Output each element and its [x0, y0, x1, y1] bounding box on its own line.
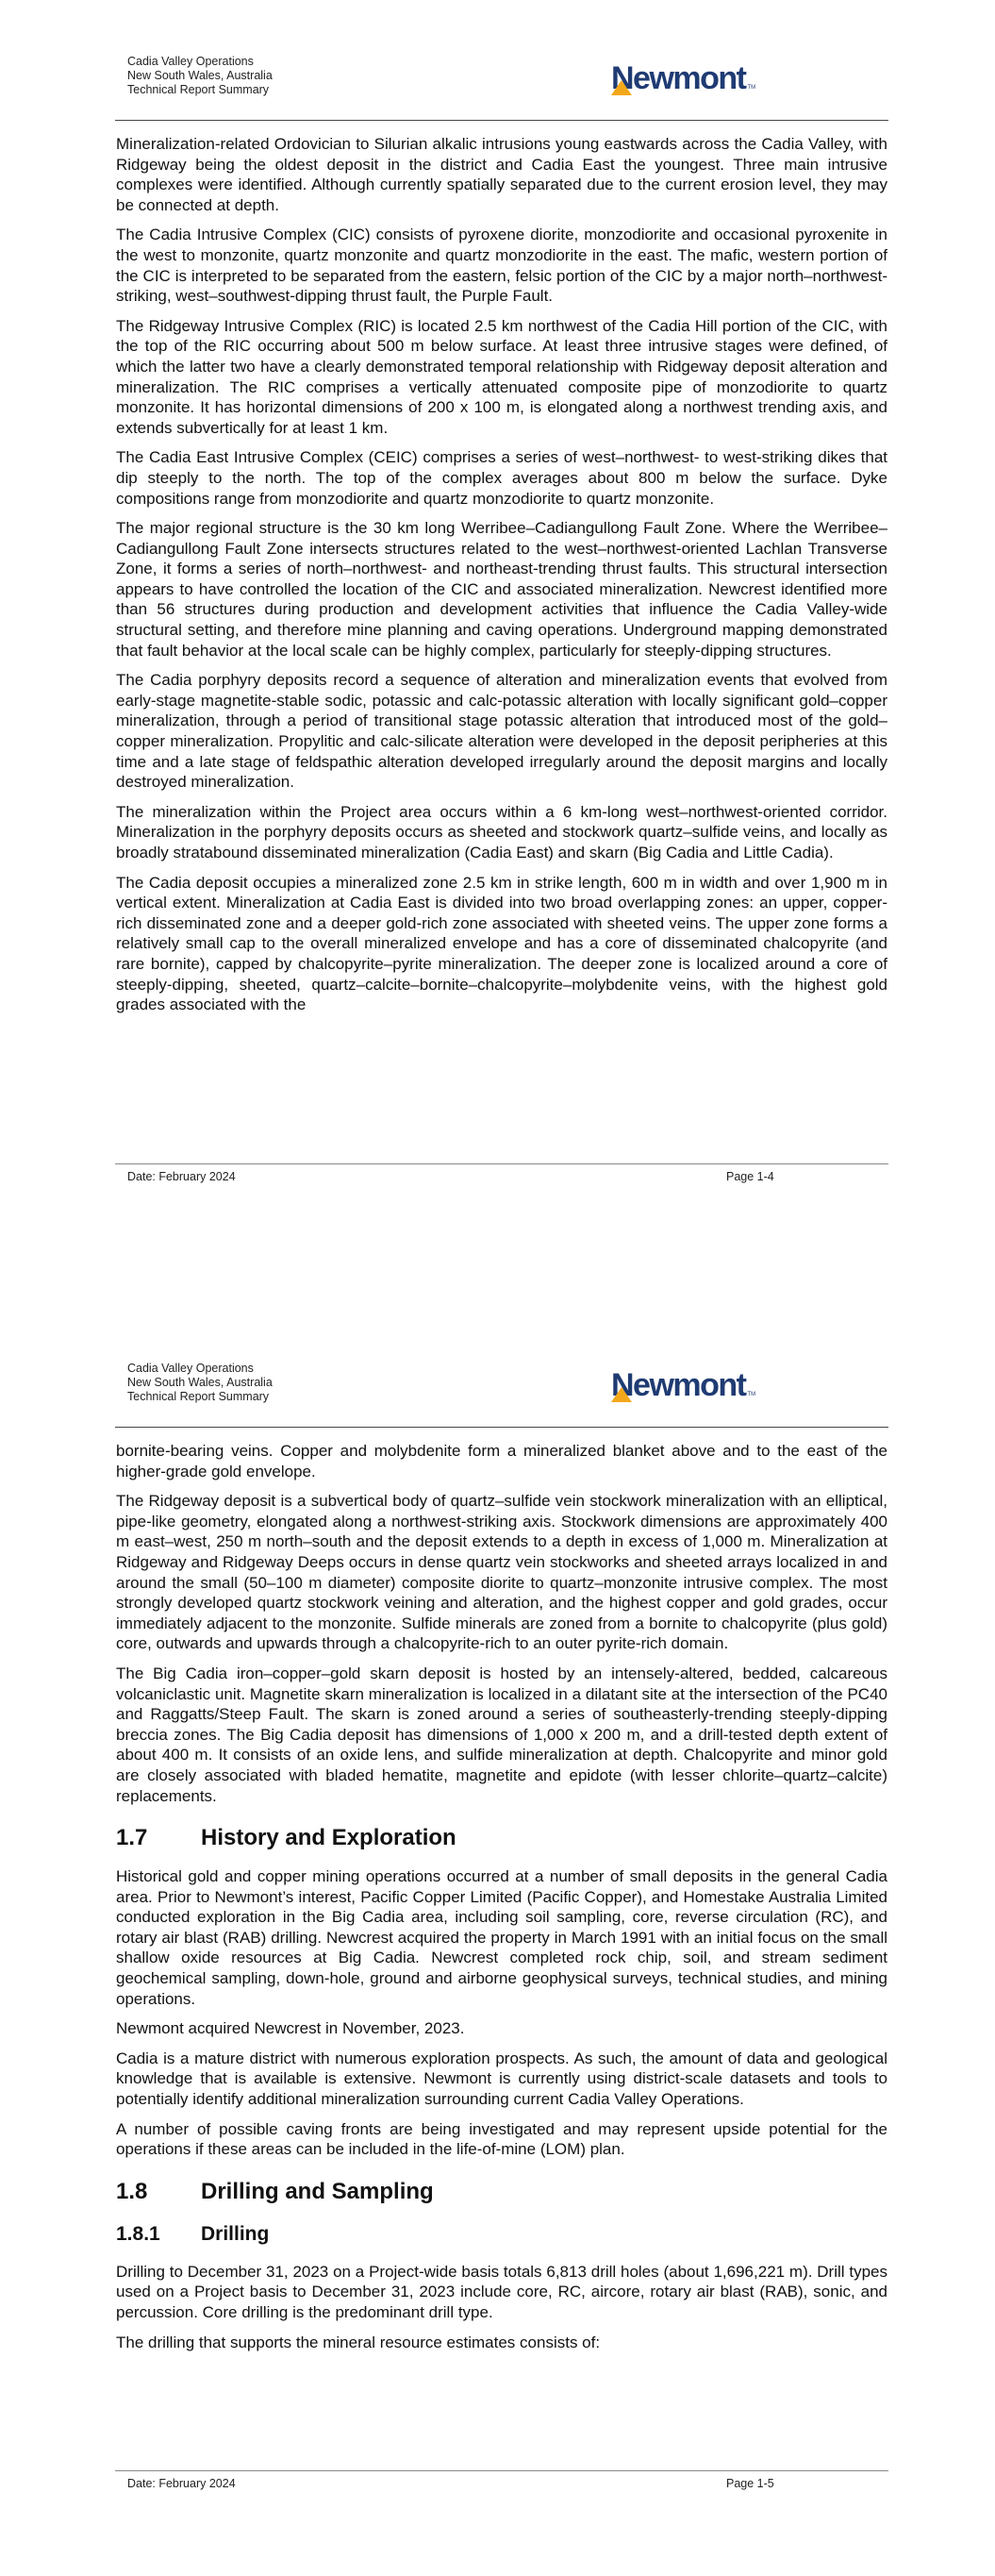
paragraph: The Ridgeway Intrusive Complex (RIC) is located 2.5 km northwest of the Cadia Hill portion of the CIC, with the top of the RIC occurring about 500 m below surface. At least three intrusive stages were defined, of which the latter two have a clearly demonstrated temporal relationship with Ridgeway deposit alteration and mineralization. The RIC comprises a vertically attenuated composite pipe of monzodiorite to quartz monzonite. It has horizontal dimensions of 200 x 100 m, is elongated along a northwest trending axis, and extends subvertically for at least 1 km. [116, 316, 887, 437]
header-line: Cadia Valley Operations [127, 1362, 254, 1375]
paragraph: The Cadia Intrusive Complex (CIC) consists of pyroxene diorite, monzodiorite and occasional pyroxenite in the west to monzonite, quartz monzonite and quartz monzodiorite in the east. The mafic, western portion of the CIC is interpreted to be separated from the eastern, felsic portion of the CIC by a major north–northwest-striking, west–southwest-dipping thrust fault, the Purple Fault. [116, 226, 887, 306]
paragraph: The Cadia deposit occupies a mineralized zone 2.5 km in strike length, 600 m in width and over 1,900 m in vertical extent. Mineralization at Cadia East is divided into two broad overlapping zones: an upper, copper-rich disseminated zone and a deeper gold-rich zone associated with sheeted veins. The upper zone forms a relatively small cap to the overall mineralized envelope and has a core of disseminated chalcopyrite (and rare bornite), capped by chalcopyrite–pyrite mineralization. The deeper zone is localized around a core of steeply-dipping, sheeted, quartz–calcite–bornite–chalcopyrite–molybdenite veins, with the highest gold grades associated with the [116, 873, 887, 1014]
paragraph: Newmont acquired Newcrest in November, 2023. [116, 2019, 465, 2038]
subsection-heading-1-8-1: 1.8.1 Drilling [116, 2222, 270, 2245]
paragraph: Mineralization-related Ordovician to Silurian alkalic intrusions young eastwards across the Cadia Valley, with Ridgeway being the oldest deposit in the district and Cadia East the youngest. Three main intrusive complexes were identified. Although currently spatially separated due to the current erosion level, they may be connected at depth. [116, 135, 887, 214]
header-line: New South Wales, Australia [127, 1376, 273, 1389]
footer-page-number: Page 1-5 [726, 2477, 774, 2490]
body-text [116, 1441, 887, 2362]
header-divider [115, 120, 888, 121]
paragraph: bornite-bearing veins. Copper and molybdenite form a mineralized blanket above and to the east of the higher-grade gold envelope. [116, 1442, 887, 1480]
header-line: Cadia Valley Operations [127, 55, 254, 68]
paragraph: The Big Cadia iron–copper–gold skarn deposit is hosted by an intensely-altered, bedded, calcareous volcaniclastic unit. Magnetite skarn mineralization is localized in a dilatant site at the intersection of the PC40 and Raggatts/Steep Fault. The skarn is zoned around a series of southeasterly-trending steeply-dipping breccia zones. The Big Cadia deposit has dimensions of 1,000 x 200 m, and a drill-tested depth extent of about 400 m. It consists of an oxide lens, and sulfide mineralization at depth. Chalcopyrite and minor gold are closely associated with bladed hematite, magnetite and epidote (with lesser chlorite–quartz–calcite) replacements. [116, 1664, 887, 1805]
running-header [127, 55, 273, 97]
footer-page-number: Page 1-4 [726, 1170, 774, 1183]
newmont-logo: Newmont TM [611, 60, 756, 96]
page-1-5 [0, 1307, 995, 2562]
footer-date: Date: February 2024 [127, 2477, 236, 2490]
section-heading-1-7: 1.7 History and Exploration [116, 1825, 456, 1851]
footer-divider [115, 1163, 888, 1164]
paragraph: Historical gold and copper mining operations occurred at a number of small deposits in the general Cadia area. Prior to Newmont’s interest, Pacific Copper Limited (Pacific Copper), and Homestake Australia Limited conducted exploration in the Big Cadia area, including soil sampling, core, reverse circulation (RC), and rotary air blast (RAB) drilling. Newcrest acquired the property in March 1991 with an initial focus on the small shallow oxide resources at Big Cadia. Newcrest completed rock chip, soil, and stream sediment geochemical sampling, down-hole, ground and airborne geophysical surveys, technical studies, and mining operations. [116, 1867, 887, 2008]
paragraph: Cadia is a mature district with numerous exploration prospects. As such, the amount of data and geological knowledge that is available is extensive. Newmont is currently using district-scale datasets and tools to potentially identify additional mineralization surrounding current Cadia Valley Operations. [116, 2049, 887, 2109]
newmont-logo: Newmont TM [611, 1367, 756, 1403]
footer-divider [115, 2470, 888, 2471]
paragraph: The mineralization within the Project area occurs within a 6 km-long west–northwest-oriented corridor. Mineralization in the porphyry deposits occurs as sheeted and stockwork quartz–sulfide veins, and locally as broadly stratabound disseminated mineralization (Cadia East) and skarn (Big Cadia and Little Cadia). [116, 802, 887, 861]
paragraph: The Ridgeway deposit is a subvertical body of quartz–sulfide vein stockwork mineralization with an elliptical, pipe-like geometry, elongated along a northwest-striking axis. Stockwork dimensions are approximately 400 m east–west, 250 m north–south and the deposit extends to a depth in excess of 1,000 m. Mineralization at Ridgeway and Ridgeway Deeps occurs in dense quartz vein stockworks and sheeted arrays localized in and around the small (50–100 m diameter) composite diorite to quartz–monzonite intrusive complex. The most strongly developed quartz stockwork veining and alteration, and the highest copper and gold grades, occur immediately adjacent to the monzonite. Sulfide minerals are zoned from a bornite to chalcopyrite (plus gold) core, outwards and upwards through a chalcopyrite-rich to an outer pyrite-rich domain. [116, 1492, 887, 1653]
paragraph: The major regional structure is the 30 km long Werribee–Cadiangullong Fault Zone. Where the Werribee–Cadiangullong Fault Zone intersects structures related to the west–northwest-oriented Lachlan Transverse Zone, it forms a series of north–northwest- and northeast-trending thrust faults. This structural intersection appears to have controlled the location of the CIC and associated mineralization. Newcrest identified more than 56 structures during production and development activities that influence the Cadia Valley-wide structural setting, and therefore mine planning and caving operations. Underground mapping demonstrated that fault behavior at the local scale can be highly complex, particularly for steeply-dipping structures. [116, 519, 887, 660]
running-header [127, 1362, 273, 1404]
paragraph: A number of possible caving fronts are being investigated and may represent upside potential for the operations if these areas can be included in the life-of-mine (LOM) plan. [116, 2119, 887, 2159]
paragraph: Drilling to December 31, 2023 on a Project-wide basis totals 6,813 drill holes (about 1,696,221 m). Drill types used on a Project basis to December 31, 2023 include core, RC, aircore, rotary air blast (RAB), sonic, and percussion. Core drilling is the predominant drill type. [116, 2262, 887, 2321]
paragraph: The Cadia East Intrusive Complex (CEIC) comprises a series of west–northwest- to west-striking dikes that dip steeply to the north. The top of the complex averages about 800 m below the surface. Dyke compositions range from monzodiorite and quartz monzodiorite to quartz monzonite. [116, 448, 887, 508]
page-1-4 [0, 0, 995, 1255]
footer-date: Date: February 2024 [127, 1170, 236, 1183]
header-divider [115, 1427, 888, 1428]
body-text [116, 134, 887, 1025]
paragraph: The drilling that supports the mineral resource estimates consists of: [116, 2333, 601, 2351]
header-line: New South Wales, Australia [127, 69, 273, 82]
header-line: Technical Report Summary [127, 1390, 270, 1403]
header-line: Technical Report Summary [127, 83, 270, 96]
paragraph: The Cadia porphyry deposits record a sequence of alteration and mineralization events that evolved from early-stage magnetite-stable sodic, potassic and calc-potassic alteration with locally significant gold–copper mineralization, through a period of transitional stage potassic alteration that introduced most of the gold–copper mineralization. Propylitic and calc-silicate alteration were developed in the deposit peripheries at this time and a late stage of feldspathic alteration developed irregularly around the deposit margins and locally destroyed mineralization. [116, 671, 887, 792]
section-heading-1-8: 1.8 Drilling and Sampling [116, 2178, 434, 2204]
